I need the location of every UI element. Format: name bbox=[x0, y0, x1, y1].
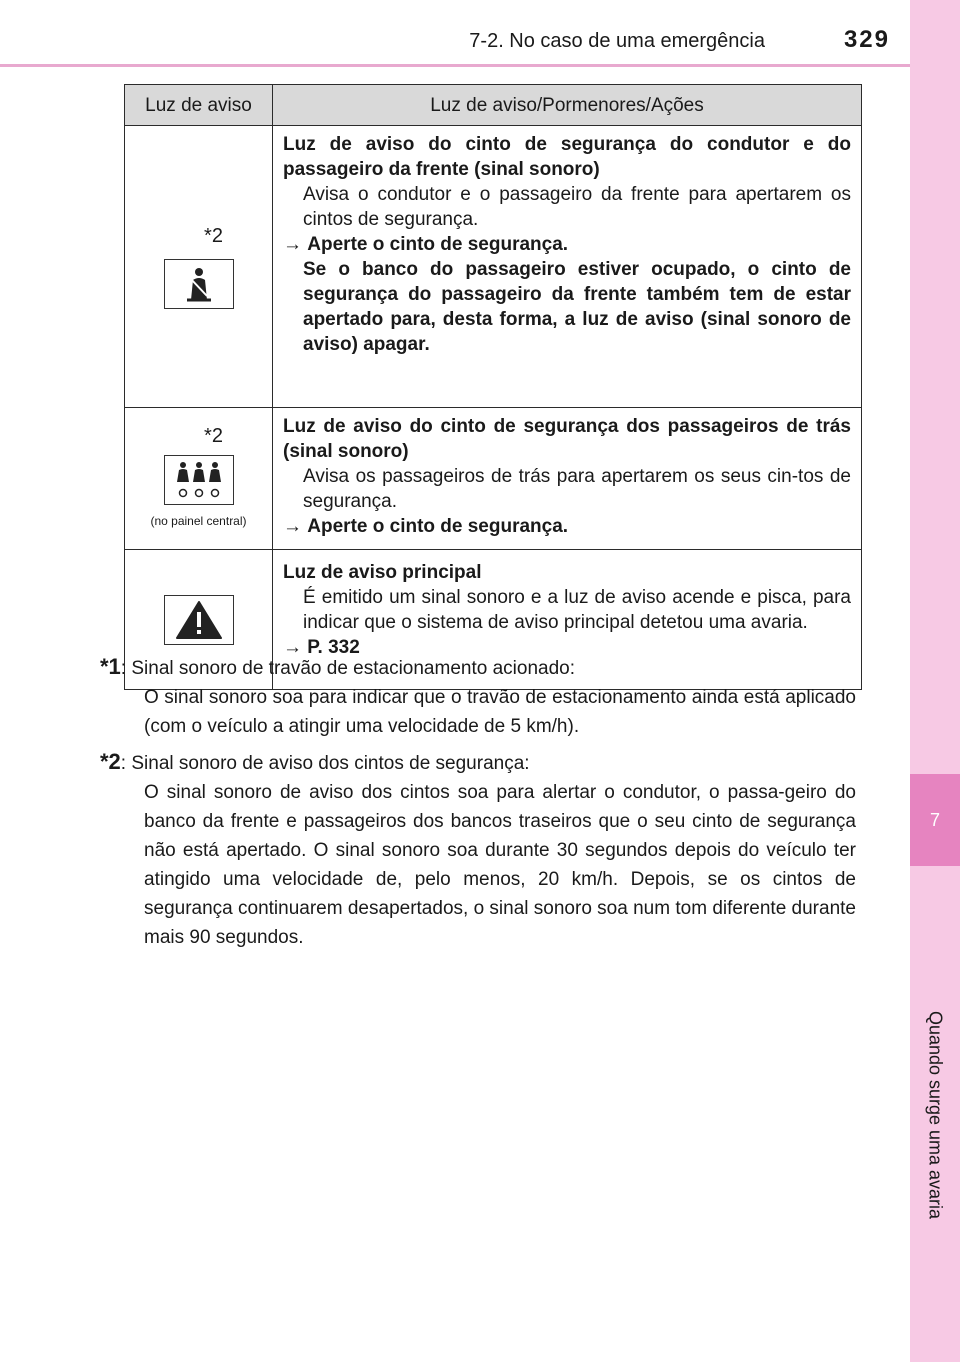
section-title: 7-2. No caso de uma emergência bbox=[469, 30, 765, 52]
page-number: 329 bbox=[843, 26, 890, 53]
chapter-number: 7 bbox=[929, 810, 940, 830]
warning-lights-table bbox=[124, 84, 862, 690]
seatbelt-icon bbox=[164, 259, 234, 309]
footnotes bbox=[100, 652, 856, 958]
footnote-mark: *2 bbox=[100, 749, 121, 774]
table-row bbox=[125, 126, 862, 408]
footnote-title: : Sinal sonoro de travão de estacionamento acionado: bbox=[120, 658, 575, 679]
warning-light-cell bbox=[125, 126, 273, 408]
arrow-icon: → bbox=[283, 234, 302, 255]
footnote-title: : Sinal sonoro de aviso dos cintos de segurança: bbox=[120, 753, 530, 774]
table-row bbox=[125, 408, 862, 550]
table-header-row bbox=[125, 85, 862, 126]
footnote-1 bbox=[100, 652, 856, 741]
master-warning-icon bbox=[164, 595, 234, 645]
arrow-icon: → bbox=[283, 637, 302, 658]
row-description: Avisa o condutor e o passageiro da frente para apertarem os cintos de segurança. bbox=[303, 184, 851, 230]
footnote-2 bbox=[100, 747, 856, 952]
chapter-side-tab bbox=[910, 0, 960, 1362]
row-action: → Aperte o cinto de segurança. bbox=[283, 234, 569, 255]
column-header-light: Luz de aviso bbox=[125, 85, 273, 126]
row-title: Luz de aviso do cinto de segurança do condutor e do passageiro da frente (sinal sonoro) bbox=[283, 134, 851, 180]
row-title: Luz de aviso principal bbox=[283, 562, 482, 583]
icon-caption: (no painel central) bbox=[150, 513, 247, 528]
footnote-ref: *2 bbox=[204, 225, 223, 247]
footnote-mark: *1 bbox=[100, 654, 121, 679]
row-action: → P. 332 bbox=[283, 637, 360, 658]
warning-light-cell bbox=[125, 408, 273, 550]
chapter-title: Quando surge uma avaria bbox=[925, 1010, 946, 1220]
row-description: Avisa os passageiros de trás para apertarem os seus cin-tos de segurança. bbox=[303, 466, 851, 512]
footnote-text: O sinal sonoro soa para indicar que o travão de estacionamento ainda está aplicado (com o veículo a atingir uma velocidade de 5 km/h). bbox=[144, 687, 856, 737]
rear-seatbelt-icon bbox=[164, 455, 234, 505]
footnote-text: O sinal sonoro de aviso dos cintos soa para alertar o condutor, o passa-geiro do banco da frente e passageiros dos bancos traseiros que o seu cinto de segurança não está apertado. O sinal sonoro soa durante 30 segundos depois do veículo ter atingido uma velocidade de, pelo menos, 20 km/h. Depois, se os cintos de segurança continuarem desapertados, o sinal sonoro soa num tom diferente durante mais 90 segundos. bbox=[144, 782, 856, 948]
row-action-detail: Se o banco do passageiro estiver ocupado, o cinto de segurança do passageiro da frente também tem de estar apertado para, desta forma, a luz de aviso (sinal sonoro de aviso) apagar. bbox=[303, 259, 851, 355]
row-title: Luz de aviso do cinto de segurança dos passageiros de trás (sinal sonoro) bbox=[283, 416, 851, 462]
arrow-icon: → bbox=[283, 516, 302, 537]
row-description: É emitido um sinal sonoro e a luz de aviso acende e pisca, para indicar que o sistema de aviso principal detetou uma avaria. bbox=[303, 587, 851, 633]
warning-detail-cell bbox=[273, 408, 862, 550]
page-header bbox=[0, 0, 910, 67]
column-header-details: Luz de aviso/Pormenores/Ações bbox=[273, 85, 862, 126]
row-action: → Aperte o cinto de segurança. bbox=[283, 516, 569, 537]
warning-detail-cell bbox=[273, 126, 862, 408]
footnote-ref: *2 bbox=[204, 424, 223, 447]
